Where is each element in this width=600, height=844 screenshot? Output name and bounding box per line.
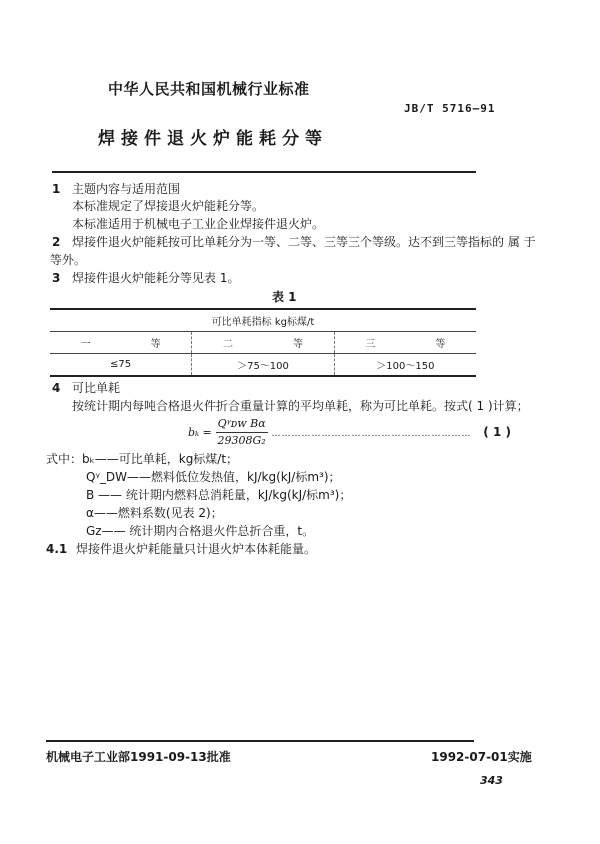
header-rule <box>52 171 476 173</box>
page-number: 343 <box>480 774 503 787</box>
section-1-paragraph-1: 本标准规定了焊接退火炉能耗分等。 <box>72 199 265 213</box>
table-header: 可比单耗指标 kg标煤/t <box>50 309 476 332</box>
section-1-paragraph-2: 本标准适用于机械电子工业企业焊接件退火炉。 <box>72 217 325 231</box>
document-title: 焊接件退火炉能耗分等 <box>98 129 328 149</box>
section-4-text: 按统计期内每吨合格退火件折合重量计算的平均单耗，称为可比单耗。按式( 1 )计算； <box>72 399 529 413</box>
grade-2-value: ＞75～100 <box>192 354 335 377</box>
definition-b: B —— 统计期内燃料总消耗量，kJ/kg(kJ/标m³)； <box>86 488 352 502</box>
grade-1-value: ≤75 <box>50 354 192 377</box>
footer-rule <box>46 740 474 742</box>
grade-2-header: 二 等 <box>192 332 335 354</box>
approval-date: 机械电子工业部1991-09-13批准 <box>46 750 231 764</box>
subsection-4-1: 4.1 焊接件退火炉耗能量只计退火炉本体耗能量。 <box>46 542 317 556</box>
section-3: 3 焊接件退火炉能耗分等见表 1。 <box>52 271 240 285</box>
energy-grade-table <box>50 308 476 377</box>
table-caption: 表 1 <box>272 290 297 304</box>
formula-1: bₖ = $\frac{\text{Qᵞᴅᴡ Bα}}{\text{29308G₂}}$ …………………………………………………… ( 1 ) <box>188 417 511 447</box>
definition-alpha: α——燃料系数(见表 2)； <box>86 506 223 520</box>
standard-code: JB/T 5716—91 <box>404 102 496 115</box>
issuing-organization: 中华人民共和国机械行业标准 <box>108 80 310 98</box>
definition-gz: Gz—— 统计期内合格退火件总折合重，t。 <box>86 524 315 538</box>
definitions-intro: 式中：bₖ——可比单耗，kg标煤/t； <box>46 452 239 466</box>
grade-3-header: 三 等 <box>334 332 476 354</box>
definition-qdw: Qᵞ_DW——燃料低位发热值，kJ/kg(kJ/标m³)； <box>86 470 341 484</box>
grade-1-header: 一 等 <box>50 332 192 354</box>
section-2: 2 焊接件退火炉能耗按可比单耗分为一等、二等、三等三个等级。达不到三等指标的 属 于 <box>52 235 536 249</box>
section-1-heading: 1 主题内容与适用范围 <box>52 182 181 196</box>
implementation-date: 1992-07-01实施 <box>431 750 532 764</box>
section-2-continued: 等外。 <box>50 253 87 267</box>
formula-fraction: $\frac{\text{Qᵞᴅᴡ Bα}}{\text{29308G₂}}$ <box>217 417 266 447</box>
section-4-heading: 4 可比单耗 <box>52 381 121 395</box>
grade-3-value: ＞100～150 <box>334 354 476 377</box>
